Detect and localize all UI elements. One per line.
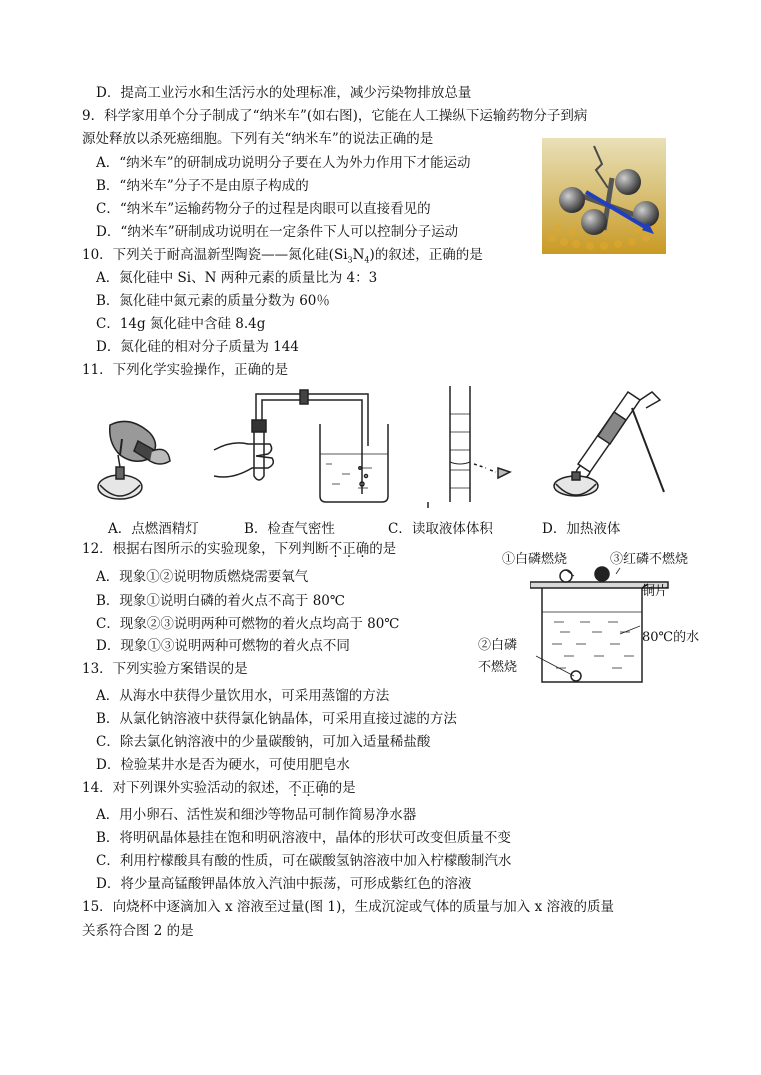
q9-option-a: A．“纳米车”的研制成功说明分子要在人为外力作用下才能运动 — [96, 155, 471, 171]
q14-option-a: A．用小卵石、活性炭和细沙等物品可制作简易净水器 — [96, 807, 417, 823]
q9-option-b: B．“纳米车”分子不是由原子构成的 — [96, 178, 309, 194]
q10-option-b: B．氮化硅中氮元素的质量分数为 60％ — [96, 293, 330, 309]
q15-stem-line1: 15．向烧杯中逐滴加入 x 溶液至过量(图 1)，生成沉淀或气体的质量与加入 x 溶液的质量 — [82, 899, 614, 915]
q12-label-1: ①白磷燃烧 — [502, 552, 568, 567]
q11-figure-a — [90, 415, 180, 507]
q12-label-3: ③红磷不燃烧 — [610, 552, 689, 567]
q12-label-copper: 铜片 — [642, 584, 669, 599]
q13-option-a: A．从海水中获得少量饮用水，可采用蒸馏的方法 — [96, 688, 390, 704]
q10-stem: 10．下列关于耐高温新型陶瓷——氮化硅$(Si_3N_4)$的叙述，正确的是 — [82, 247, 483, 265]
q13-option-d: D．检验某井水是否为硬水，可使用肥皂水 — [96, 757, 350, 773]
q11-figure-d — [540, 388, 670, 508]
q14-option-d: D．将少量高锰酸钾晶体放入汽油中振荡，可形成紫红色的溶液 — [96, 876, 472, 892]
q12-option-a: A．现象①②说明物质燃烧需要氧气 — [96, 569, 309, 585]
q11-caption-d: D．加热液体 — [542, 521, 621, 537]
q11-figure-c — [420, 384, 520, 508]
q12-label-2b: 不燃烧 — [478, 660, 518, 675]
q12-option-d: D．现象①③说明两种可燃物的着火点不同 — [96, 638, 350, 654]
q11-caption-a: A．点燃酒精灯 — [108, 521, 199, 537]
q9-option-c: C．“纳米车”运输药物分子的过程是肉眼可以直接看见的 — [96, 201, 431, 217]
q12-stem: 12．根据右图所示的实验现象，下列判断不正确的是 — [82, 541, 397, 557]
q14-option-c: C．利用柠檬酸具有酸的性质，可在碳酸氢钠溶液中加入柠檬酸制汽水 — [96, 853, 512, 869]
q10-option-a: A．氮化硅中 Si、N 两种元素的质量比为 4：3 — [96, 270, 378, 286]
q11-stem: 11．下列化学实验操作，正确的是 — [82, 362, 289, 378]
q10-option-c: C．14g 氮化硅中含硅 8.4g — [96, 316, 266, 332]
q11-caption-b: B．检查气密性 — [244, 521, 335, 537]
q9-option-d: D．“纳米车”研制成功说明在一定条件下人可以控制分子运动 — [96, 224, 459, 240]
q9-stem-line1: 9．科学家用单个分子制成了“纳米车”(如右图)，它能在人工操纵下运输药物分子到病 — [82, 108, 588, 124]
q9-stem-line2: 源处释放以杀死癌细胞。下列有关“纳米车”的说法正确的是 — [82, 131, 434, 147]
nanocar-image — [542, 138, 666, 254]
q15-stem-line2: 关系符合图 2 的是 — [82, 923, 194, 939]
q14-option-b: B．将明矾晶体悬挂在饱和明矾溶液中，晶体的形状可改变但质量不变 — [96, 830, 511, 846]
q14-stem: 14．对下列课外实验活动的叙述，不正确的是 — [82, 780, 356, 796]
q13-option-b: B．从氯化钠溶液中获得氯化钠晶体，可采用直接过滤的方法 — [96, 711, 457, 727]
q8-option-d: D．提高工业污水和生活污水的处理标准，减少污染物排放总量 — [96, 85, 472, 101]
q13-option-c: C．除去氯化钠溶液中的少量碳酸钠，可加入适量稀盐酸 — [96, 734, 431, 750]
q12-label-water: 80℃的水 — [642, 630, 700, 645]
q11-caption-c: C．读取液体体积 — [388, 521, 493, 537]
q12-option-c: C．现象②③说明两种可燃物的着火点均高于 80℃ — [96, 616, 400, 632]
q10-option-d: D．氮化硅的相对分子质量为 144 — [96, 339, 299, 355]
q13-stem: 13．下列实验方案错误的是 — [82, 661, 248, 677]
q11-figure-b — [212, 384, 392, 508]
q12-option-b: B．现象①说明白磷的着火点不高于 80℃ — [96, 593, 345, 609]
q12-label-2a: ②白磷 — [478, 638, 518, 653]
